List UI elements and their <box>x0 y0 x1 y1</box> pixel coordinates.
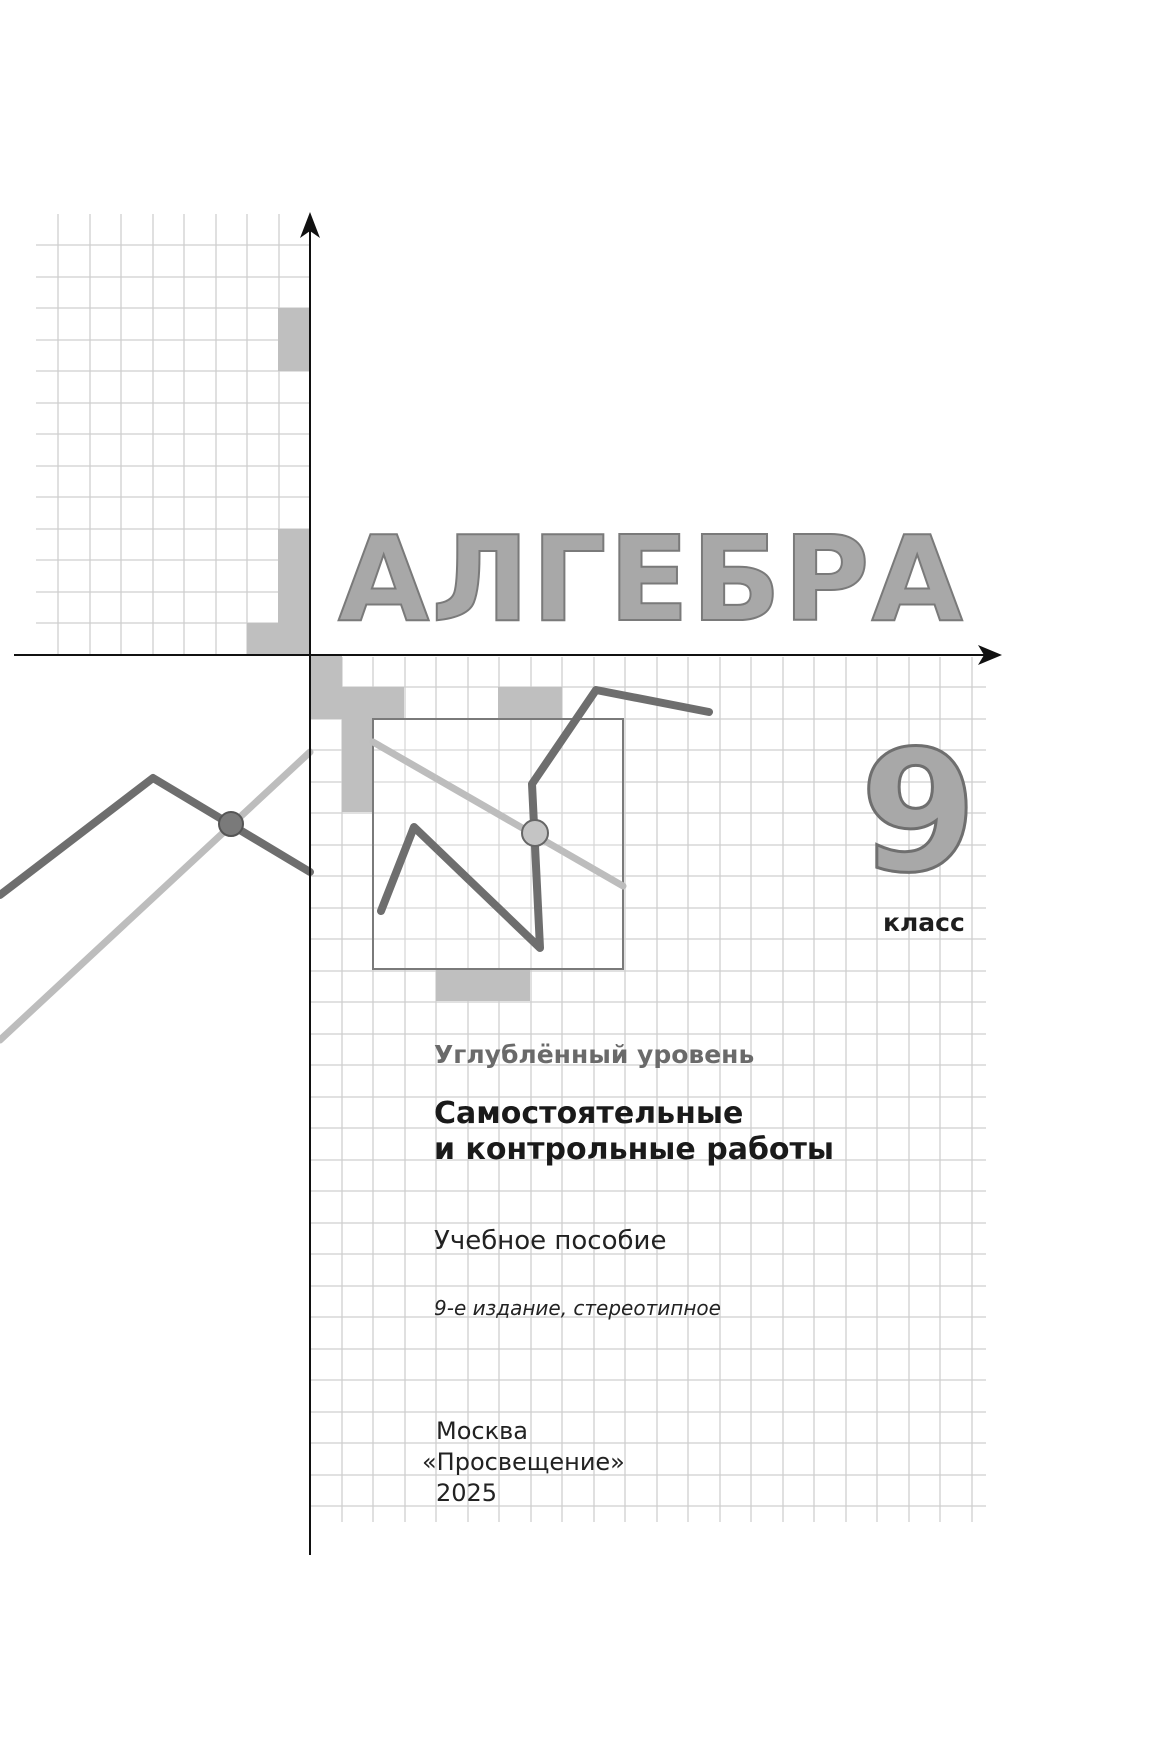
imprint <box>422 1416 625 1509</box>
block-upper-2 <box>278 529 310 655</box>
block-lower-5 <box>436 969 530 1001</box>
block-lower-1 <box>310 655 342 687</box>
block-upper-1 <box>278 308 310 371</box>
grade-label: класс <box>883 908 965 937</box>
edition-note: 9-е издание, стереотипное <box>434 1296 721 1320</box>
book-type: Учебное пособие <box>434 1226 667 1256</box>
book-title <box>434 1096 834 1168</box>
grid-upper-left <box>36 214 310 655</box>
imprint-year: 2025 <box>436 1479 498 1507</box>
book-title-line-1: Самостоятельные <box>434 1096 744 1131</box>
block-lower-4 <box>498 687 562 719</box>
subject-title: АЛГЕБРА <box>338 510 965 648</box>
block-lower-2 <box>310 687 404 719</box>
grade-number: 9 <box>860 714 977 910</box>
level-label: Углублённый уровень <box>434 1040 755 1069</box>
intersection-point-inset <box>522 820 548 846</box>
book-title-line-2: и контрольные работы <box>434 1132 835 1167</box>
block-lower-3 <box>342 719 374 812</box>
light-line-left <box>0 752 310 1040</box>
imprint-publisher: «Просвещение» <box>422 1448 625 1476</box>
intersection-point-left <box>219 812 243 836</box>
imprint-city: Москва <box>436 1417 528 1445</box>
block-upper-3 <box>247 623 279 655</box>
